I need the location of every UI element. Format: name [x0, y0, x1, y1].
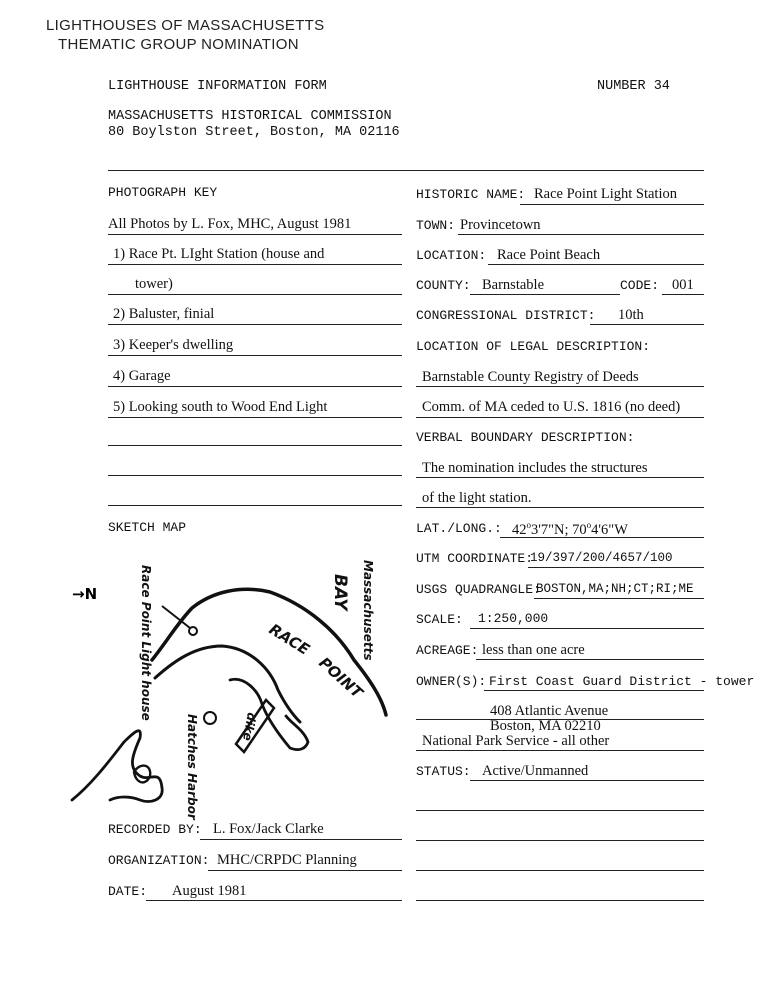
underline [416, 507, 704, 508]
underline [146, 900, 402, 901]
label-point: POINT [315, 653, 367, 702]
boundary-line1: The nomination includes the structures [422, 460, 648, 476]
owner-line3: Boston, MA 02210 [490, 718, 601, 734]
boundary-line2: of the light station. [422, 490, 532, 506]
photo-item-3: 3) Keeper's dwelling [113, 337, 234, 353]
underline [520, 204, 704, 205]
series-title-line2: THEMATIC GROUP NOMINATION [58, 36, 299, 53]
code-value: 001 [672, 277, 694, 293]
photo-item-1-cont: tower) [135, 276, 173, 292]
underline [470, 628, 704, 629]
form-number: NUMBER 34 [597, 79, 670, 94]
coastline-spit [155, 646, 300, 722]
label-bay: BAY [330, 574, 350, 611]
status-label: STATUS: [416, 764, 471, 779]
underline [416, 750, 704, 751]
owner-line2: 408 Atlantic Avenue [490, 703, 609, 719]
historic-name-label: HISTORIC NAME: [416, 187, 526, 202]
district-value: 10th [618, 307, 644, 323]
county-value: Barnstable [482, 277, 545, 293]
underline [416, 417, 704, 418]
organization-value: MHC/CRPDC Planning [217, 852, 357, 868]
underline [208, 870, 402, 871]
recorded-by-label: RECORDED BY: [108, 822, 202, 837]
underline [662, 294, 704, 295]
underline [200, 839, 402, 840]
underline [476, 659, 704, 660]
location-label: LOCATION: [416, 248, 487, 263]
legal-description-line2: Comm. of MA ceded to U.S. 1816 (no deed) [422, 399, 681, 415]
lat-degrees: 42 [512, 521, 527, 538]
underline [416, 477, 704, 478]
underline [590, 324, 704, 325]
legal-description-line1: Barnstable County Registry of Deeds [422, 369, 639, 385]
long-minutes: 4'6"W [591, 521, 628, 538]
boundary-label: VERBAL BOUNDARY DESCRIPTION: [416, 430, 635, 445]
photo-item-1: 1) Race Pt. LIght Station (house and [113, 246, 325, 262]
underline [470, 780, 704, 781]
county-label: COUNTY: [416, 278, 471, 293]
owners-label: OWNER(S): [416, 674, 487, 689]
legal-description-label: LOCATION OF LEGAL DESCRIPTION: [416, 339, 651, 354]
district-label: CONGRESSIONAL DISTRICT: [416, 308, 596, 323]
underline [488, 264, 704, 265]
label-dike: dike [240, 711, 259, 742]
utm-label: UTM COORDINATE: [416, 551, 534, 566]
usgs-value: BOSTON,MA;NH;CT;RI;ME [536, 582, 694, 596]
form-title: LIGHTHOUSE INFORMATION FORM [108, 79, 327, 94]
blank-line [416, 810, 704, 811]
scale-label: SCALE: [416, 612, 463, 627]
label-lighthouse: Race Point Light house [139, 565, 153, 721]
label-massachusetts: Massachusetts [361, 560, 375, 661]
underline [484, 690, 704, 691]
date-value: August 1981 [172, 883, 247, 899]
acreage-label: ACREAGE: [416, 643, 479, 658]
label-hatches-harbor: Hatches Harbor [185, 714, 199, 820]
owner-line1: First Coast Guard District - tower [489, 674, 755, 689]
date-label: DATE: [108, 884, 148, 899]
owner-line4: National Park Service - all other [422, 733, 610, 749]
organization-label: ORGANIZATION: [108, 853, 210, 868]
utm-value: 19/397/200/4657/100 [530, 551, 673, 565]
town-value: Provincetown [460, 217, 541, 233]
recorded-by-value: L. Fox/Jack Clarke [213, 821, 324, 837]
land-outline [72, 731, 162, 802]
lat-long-minutes: 3'7"N; 70 [531, 521, 587, 538]
historic-name-value: Race Point Light Station [534, 186, 677, 202]
photo-key-heading: PHOTOGRAPH KEY [108, 185, 218, 200]
code-label: CODE: [620, 278, 660, 293]
usgs-label: USGS QUADRANGLE: [416, 582, 541, 597]
photo-item-5: 5) Looking south to Wood End Light [113, 399, 328, 415]
lighthouse-marker [189, 627, 197, 635]
blank-line [416, 870, 704, 871]
harbor-marker [204, 712, 216, 724]
underline [500, 537, 704, 538]
latlong-value: 42$^o$3'7"N; 70$^o$4'6"W [512, 520, 628, 538]
series-title-line1: LIGHTHOUSES OF MASSACHUSETTS [46, 17, 325, 34]
underline [470, 294, 620, 295]
acreage-value: less than one acre [482, 642, 585, 658]
photo-item-2: 2) Baluster, finial [113, 306, 215, 322]
status-value: Active/Unmanned [482, 763, 589, 779]
underline [416, 386, 704, 387]
underline [458, 234, 704, 235]
agency-name: MASSACHUSETTS HISTORICAL COMMISSION [108, 109, 392, 124]
latlong-label: LAT./LONG.: [416, 521, 502, 536]
underline [534, 598, 704, 599]
label-race: RACE [265, 620, 313, 659]
photo-credit: All Photos by L. Fox, MHC, August 1981 [108, 216, 352, 232]
blank-line [416, 900, 704, 901]
scale-value: 1:250,000 [478, 611, 549, 626]
north-arrow: →N [72, 585, 98, 603]
blank-line [416, 840, 704, 841]
underline [528, 567, 704, 568]
town-label: TOWN: [416, 218, 456, 233]
photo-item-4: 4) Garage [113, 368, 171, 384]
location-value: Race Point Beach [497, 247, 601, 263]
agency-address: 80 Boylston Street, Boston, MA 02116 [108, 125, 400, 140]
sketch-map-heading: SKETCH MAP [108, 520, 187, 535]
